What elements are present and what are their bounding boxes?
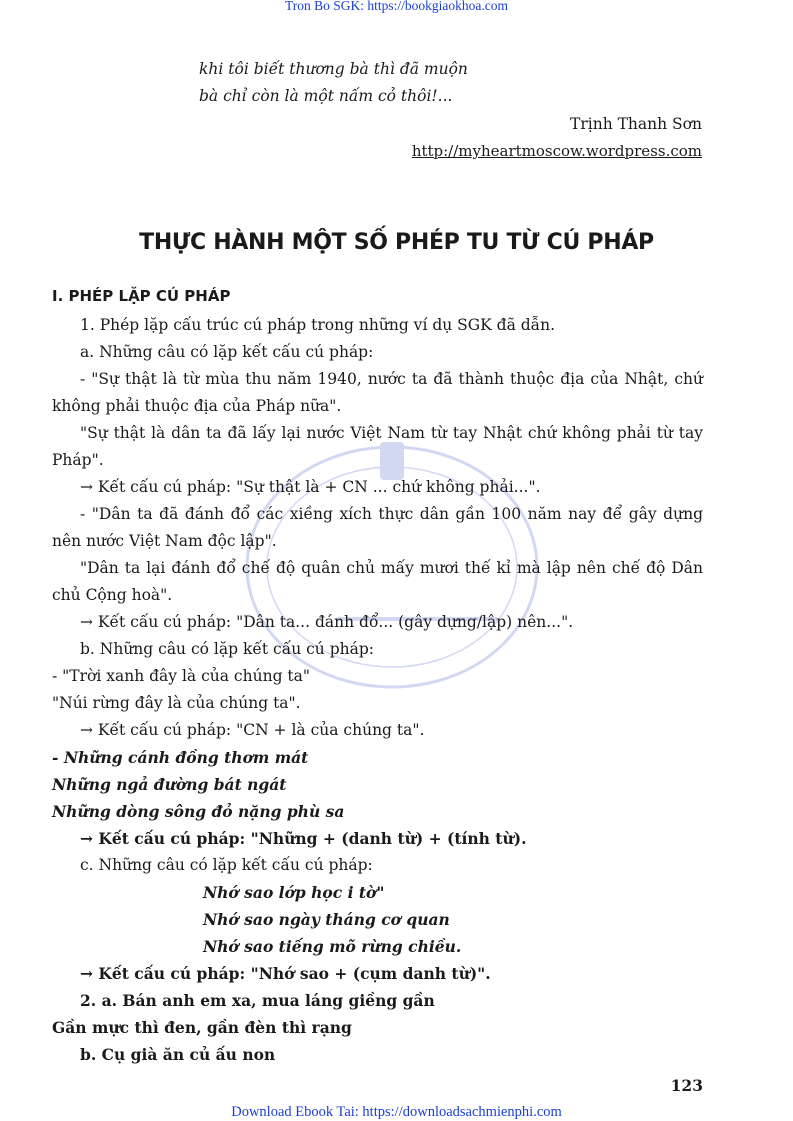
poem-author: Trịnh Thanh Sơn (570, 115, 702, 133)
paragraph: - "Dân ta đã đánh đổ các xiềng xích thực dân gần 100 năm nay để gây dựng nên nước Việt Nam độc lập". (52, 505, 703, 550)
paragraph: "Dân ta lại đánh đổ chế độ quân chủ mấy mươi thế kỉ mà lập nên chế độ Dân chủ Cộng hoà". (52, 559, 703, 604)
paragraph: c. Những câu có lặp kết cấu cú pháp: (80, 856, 373, 874)
paragraph: → Kết cấu cú pháp: "Nhớ sao + (cụm danh từ)". (80, 964, 491, 983)
paragraph: - "Trời xanh đây là của chúng ta" (52, 667, 311, 685)
paragraph: "Núi rừng đây là của chúng ta". (52, 694, 301, 712)
poem-line: Nhớ sao ngày tháng cơ quan (203, 910, 450, 929)
paragraph: Những dòng sông đỏ nặng phù sa (52, 802, 345, 821)
bottom-source-link[interactable]: Download Ebook Tai: https://downloadsachmienphi.com (231, 1104, 562, 1120)
paragraph: → Kết cấu cú pháp: "Những + (danh từ) + (tính từ). (80, 829, 527, 848)
poem-line: Nhớ sao tiếng mõ rừng chiều. (203, 937, 462, 956)
paragraph: → Kết cấu cú pháp: "CN + là của chúng ta". (80, 721, 425, 739)
paragraph: → Kết cấu cú pháp: "Sự thật là + CN ... chứ không phải...". (80, 478, 541, 496)
paragraph: "Sự thật là dân ta đã lấy lại nước Việt Nam từ tay Nhật chứ không phải từ tay Pháp". (52, 424, 703, 469)
page-number: 123 (670, 1076, 703, 1095)
paragraph: 1. Phép lặp cấu trúc cú pháp trong những ví dụ SGK đã dẫn. (80, 316, 556, 334)
poem-line-2: bà chỉ còn là một nấm cỏ thôi!... (199, 87, 453, 105)
body-text (52, 312, 703, 1068)
paragraph: 2. a. Bán anh em xa, mua láng giềng gần (80, 991, 435, 1010)
paragraph: a. Những câu có lặp kết cấu cú pháp: (80, 343, 374, 361)
paragraph: - Những cánh đồng thơm mát (52, 748, 309, 767)
paragraph: b. Những câu có lặp kết cấu cú pháp: (80, 640, 375, 658)
poem-line: Nhớ sao lớp học i tờ" (203, 883, 385, 902)
poem-line-1: khi tôi biết thương bà thì đã muộn (199, 60, 468, 78)
paragraph: → Kết cấu cú pháp: "Dân ta... đánh đổ... (gây dựng/lập) nên...". (80, 613, 574, 631)
top-source-link[interactable]: Tron Bo SGK: https://bookgiaokhoa.com (284, 0, 508, 13)
paragraph: - "Sự thật là từ mùa thu năm 1940, nước ta đã thành thuộc địa của Nhật, chứ không phải thuộc địa của Pháp nữa". (52, 370, 703, 415)
section-heading: I. PHÉP LẶP CÚ PHÁP (52, 287, 231, 305)
source-url-link[interactable]: http://myheartmoscow.wordpress.com (411, 142, 702, 160)
page-title: THỰC HÀNH MỘT SỐ PHÉP TU TỪ CÚ PHÁP (139, 230, 654, 255)
paragraph: Gần mực thì đen, gần đèn thì rạng (52, 1018, 352, 1037)
paragraph: b. Cụ già ăn củ ấu non (80, 1045, 276, 1064)
paragraph: Những ngả đường bát ngát (52, 775, 287, 794)
